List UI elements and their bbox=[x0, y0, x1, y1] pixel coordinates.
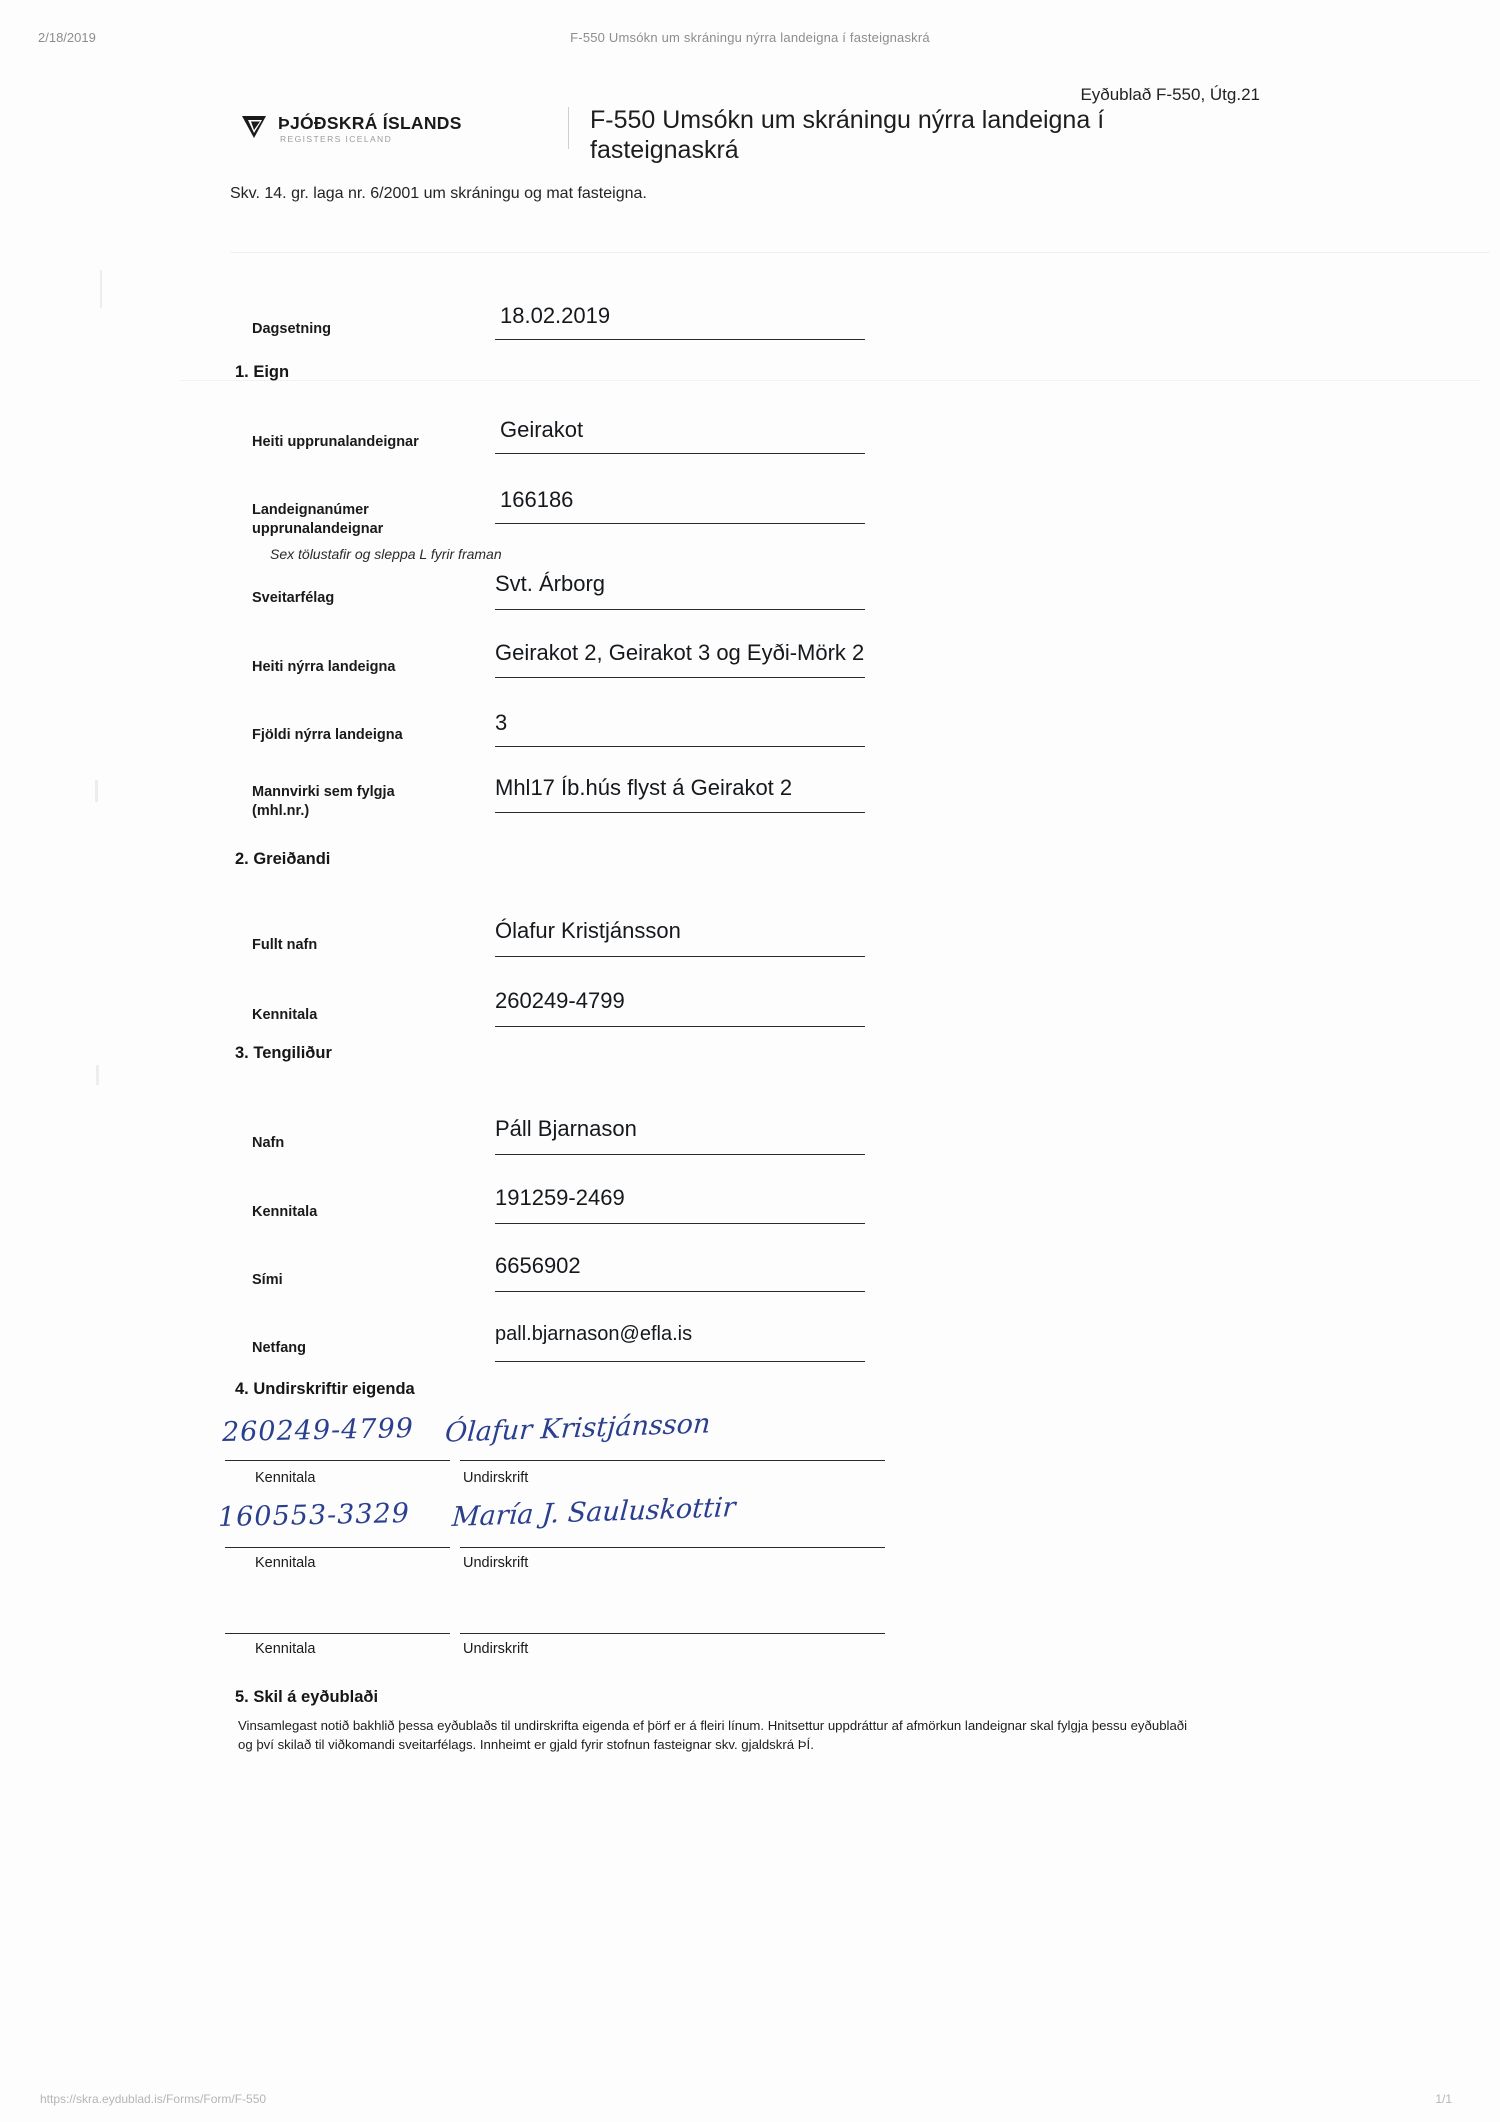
value-dagsetning: 18.02.2019 bbox=[500, 303, 611, 328]
print-footer-page: 1/1 bbox=[1435, 2092, 1452, 2106]
law-reference: Skv. 14. gr. laga nr. 6/2001 um skráningu og mat fasteigna. bbox=[230, 185, 647, 202]
value-simi: 6656902 bbox=[495, 1253, 581, 1278]
brand-header bbox=[230, 106, 1260, 179]
caption-undirskrift-1: Undirskrift bbox=[463, 1470, 529, 1486]
section-heading-skil: 5. Skil á eyðublaði bbox=[235, 1688, 379, 1706]
signature-rule-undirskrift-1 bbox=[460, 1460, 885, 1461]
form-id: Eyðublað F-550, Útg.21 bbox=[1080, 85, 1260, 104]
label-fullt-nafn: Fullt nafn bbox=[252, 937, 318, 953]
print-footer-url: https://skra.eydublad.is/Forms/Form/F-550 bbox=[40, 2092, 267, 2106]
print-header bbox=[0, 30, 1500, 48]
label-landeignanumer bbox=[252, 501, 482, 539]
caption-undirskrift-2: Undirskrift bbox=[463, 1555, 529, 1571]
field-rule bbox=[495, 609, 865, 610]
signature-rule-kennitala-2 bbox=[225, 1547, 450, 1548]
scan-artifact bbox=[100, 270, 102, 308]
brand-divider bbox=[568, 107, 569, 149]
caption-kennitala-2: Kennitala bbox=[255, 1555, 316, 1571]
field-rule bbox=[495, 1291, 865, 1292]
field-rule bbox=[495, 1154, 865, 1155]
section-heading-undirskriftir: 4. Undirskriftir eigenda bbox=[235, 1380, 415, 1398]
registers-iceland-logo-icon bbox=[240, 113, 268, 141]
print-footer bbox=[0, 2092, 1500, 2108]
print-header-date: 2/18/2019 bbox=[38, 30, 96, 45]
label-dagsetning: Dagsetning bbox=[252, 321, 331, 337]
scan-artifact bbox=[95, 780, 98, 802]
section-heading-eign: 1. Eign bbox=[235, 363, 290, 381]
value-fjoldi-nyrra-landeigna: 3 bbox=[495, 710, 508, 735]
field-rule bbox=[495, 339, 865, 340]
signature-rule-undirskrift-2 bbox=[460, 1547, 885, 1548]
signature-rule-kennitala-3 bbox=[225, 1633, 450, 1634]
signature-name-1: Ólafur Kristjánsson bbox=[443, 1408, 712, 1449]
field-rule bbox=[495, 677, 865, 678]
label-landeignanumer-line1: Landeignanúmer upprunalandeignar bbox=[252, 502, 384, 537]
field-rule bbox=[495, 746, 865, 747]
signature-kennitala-1: 260249-4799 bbox=[221, 1412, 415, 1449]
page-title: F-550 Umsókn um skráningu nýrra landeigna í fasteignaskrá bbox=[590, 106, 1105, 164]
field-rule bbox=[495, 1223, 865, 1224]
scan-artifact bbox=[180, 380, 1480, 381]
brand-subtitle: REGISTERS ICELAND bbox=[280, 134, 393, 144]
scan-artifact bbox=[230, 252, 1490, 253]
caption-kennitala-1: Kennitala bbox=[255, 1470, 316, 1486]
label-simi: Sími bbox=[252, 1272, 283, 1288]
caption-kennitala-3: Kennitala bbox=[255, 1641, 316, 1657]
scan-artifact bbox=[96, 1065, 99, 1085]
value-nafn: Páll Bjarnason bbox=[495, 1116, 637, 1141]
value-landeignanumer: 166186 bbox=[500, 487, 574, 512]
label-nafn: Nafn bbox=[252, 1135, 285, 1151]
field-rule bbox=[495, 453, 865, 454]
label-heiti-upprunalandeignar: Heiti upprunalandeignar bbox=[252, 434, 419, 450]
signature-name-2: María J. Sauluskottir bbox=[450, 1492, 737, 1533]
caption-undirskrift-3: Undirskrift bbox=[463, 1641, 529, 1657]
signature-rule-kennitala-1 bbox=[225, 1460, 450, 1461]
signature-kennitala-2: 160553-3329 bbox=[217, 1497, 411, 1534]
label-netfang: Netfang bbox=[252, 1340, 306, 1356]
value-sveitarfelag: Svt. Árborg bbox=[495, 571, 606, 596]
field-rule bbox=[495, 812, 865, 813]
note-landeignanumer: Sex tölustafir og sleppa L fyrir framan bbox=[270, 546, 502, 562]
signature-rule-undirskrift-3 bbox=[460, 1633, 885, 1634]
label-sveitarfelag: Sveitarfélag bbox=[252, 590, 335, 606]
field-rule bbox=[495, 523, 865, 524]
label-kennitala-tengilidur: Kennitala bbox=[252, 1204, 318, 1220]
label-mannvirki: Mannvirki sem fylgja (mhl.nr.) bbox=[252, 784, 395, 819]
value-heiti-nyrra-landeigna: Geirakot 2, Geirakot 3 og Eyði-Mörk 2 bbox=[495, 640, 865, 665]
print-header-title: F-550 Umsókn um skráningu nýrra landeigna í fasteignaskrá bbox=[570, 30, 930, 45]
value-mannvirki: Mhl17 Íb.hús flyst á Geirakot 2 bbox=[495, 775, 793, 800]
field-rule bbox=[495, 1361, 865, 1362]
label-heiti-nyrra-landeigna: Heiti nýrra landeigna bbox=[252, 659, 396, 675]
brand-name: ÞJÓÐSKRÁ ÍSLANDS bbox=[278, 113, 462, 133]
value-netfang: pall.bjarnason@efla.is bbox=[495, 1323, 693, 1345]
submission-text: Vinsamlegast notið bakhlið þessa eyðublaðs til undirskrifta eigenda ef þörf er á fleiri línum. Hnitsettur uppdráttur af afmörkun landeignar skal fylgja þessu eyðublaði og því skilað til viðkomandi sveitarfélags. Innheimt er gjald fyrir stofnun fasteignar skv. gjaldskrá ÞÍ. bbox=[238, 1718, 1188, 1752]
label-kennitala-greidandi: Kennitala bbox=[252, 1007, 318, 1023]
section-heading-greidandi: 2. Greiðandi bbox=[235, 850, 331, 868]
value-fullt-nafn: Ólafur Kristjánsson bbox=[495, 918, 681, 943]
label-fjoldi-nyrra-landeigna: Fjöldi nýrra landeigna bbox=[252, 727, 403, 743]
value-kennitala-tengilidur: 191259-2469 bbox=[495, 1185, 625, 1210]
field-rule bbox=[495, 1026, 865, 1027]
section-heading-tengilidur: 3. Tengiliður bbox=[235, 1044, 332, 1062]
value-kennitala-greidandi: 260249-4799 bbox=[495, 988, 625, 1013]
field-rule bbox=[495, 956, 865, 957]
value-heiti-upprunalandeignar: Geirakot bbox=[500, 417, 584, 442]
